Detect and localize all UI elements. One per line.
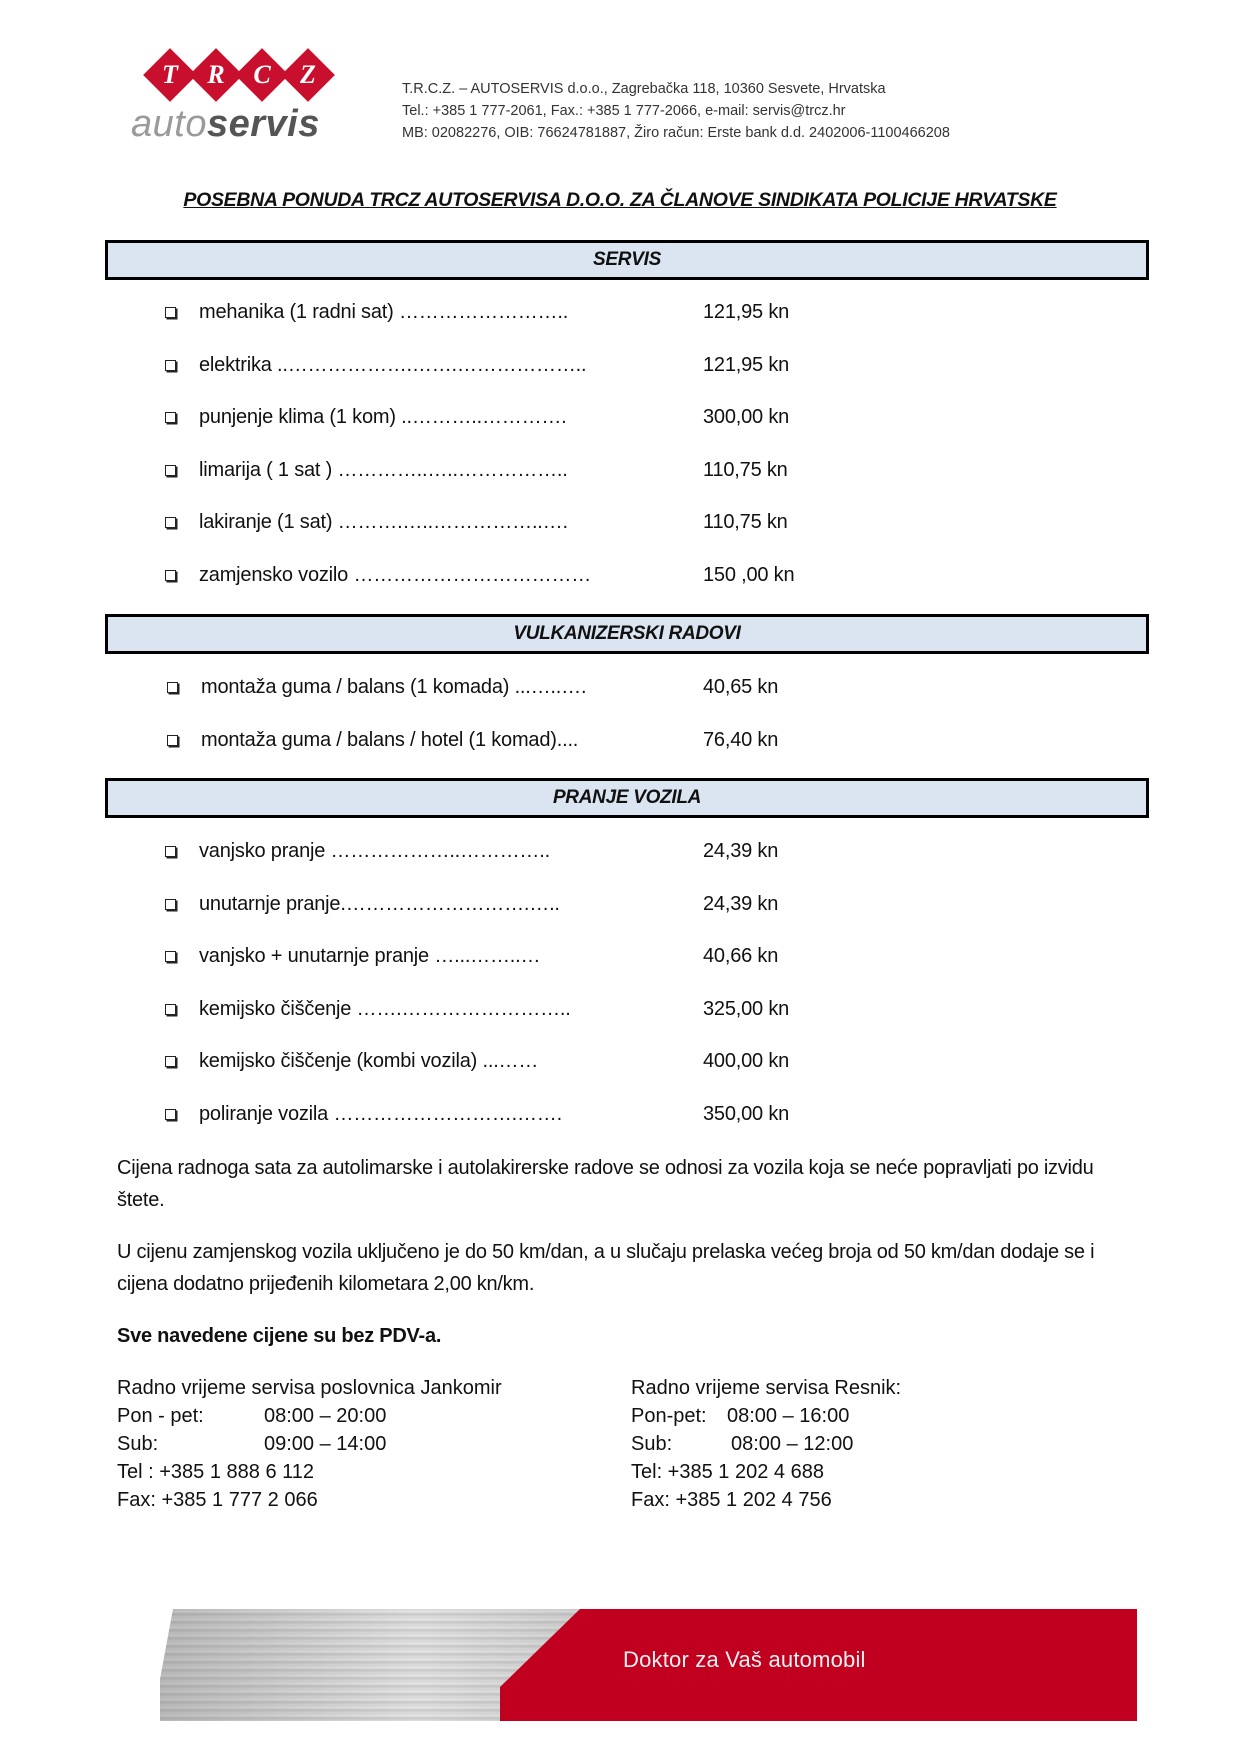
list-item (0, 1047, 1240, 1075)
logo-letter-r: R (207, 60, 225, 89)
checkbox-bullet-icon (165, 1004, 176, 1015)
list-item (0, 298, 1240, 326)
logo-letter-t: T (162, 60, 178, 89)
item-price: 24,39 kn (703, 893, 779, 915)
item-price: 150 ,00 kn (703, 564, 795, 586)
item-label: elektrika ..……………….…….……………….. (199, 354, 587, 376)
item-price: 350,00 kn (703, 1103, 790, 1125)
checkbox-bullet-icon (167, 735, 178, 746)
checkbox-bullet-icon (165, 1109, 176, 1120)
list-item (0, 508, 1240, 536)
item-label: kemijsko čiščenje …….…………………….. (199, 998, 571, 1020)
list-item (0, 837, 1240, 865)
saturday-label: Sub: (631, 1433, 673, 1455)
company-registration-line: MB: 02082276, OIB: 76624781887, Žiro račun: Erste bank d.d. 2402006-1100466208 (402, 125, 950, 141)
footer-banner (160, 1609, 1137, 1721)
checkbox-bullet-icon (165, 307, 176, 318)
company-logo (131, 50, 346, 146)
item-price: 121,95 kn (703, 301, 790, 323)
weekday-label: Pon - pet: (117, 1405, 204, 1427)
item-label: poliranje vozila ……………………….……. (199, 1103, 562, 1125)
checkbox-bullet-icon (165, 465, 176, 476)
item-price: 325,00 kn (703, 998, 790, 1020)
logo-wordmark (131, 104, 320, 144)
weekday-hours: 08:00 – 16:00 (727, 1405, 850, 1427)
list-item (0, 456, 1240, 484)
item-label: montaža guma / balans / hotel (1 komad).... (201, 729, 579, 751)
checkbox-bullet-icon (165, 846, 176, 857)
list-item (0, 403, 1240, 431)
page-title: POSEBNA PONUDA TRCZ AUTOSERVISA D.O.O. ZA ČLANOVE SINDIKATA POLICIJE HRVATSKE (183, 189, 1057, 211)
checkbox-bullet-icon (167, 682, 178, 693)
checkbox-bullet-icon (165, 1056, 176, 1067)
item-label: mehanika (1 radni sat) …………………….. (199, 301, 569, 323)
note-replacement-vehicle: U cijenu zamjenskog vozila uključeno je do 50 km/dan, a u slučaju prelaska većeg broja od 50 km/dan dodaje se i cijena dodatno prijeđenih kilometara 2,00 kn/km. (117, 1241, 1095, 1295)
hours-resnik (631, 1374, 1051, 1514)
item-label: unutarnje pranje.……………………….….. (199, 893, 560, 915)
list-item (0, 942, 1240, 970)
logo-diamonds (143, 50, 333, 102)
checkbox-bullet-icon (165, 951, 176, 962)
item-price: 40,65 kn (703, 676, 779, 698)
list-item (0, 673, 1240, 701)
banner-slogan: Doktor za Vaš automobil (623, 1647, 866, 1672)
company-address-line: T.R.C.Z. – AUTOSERVIS d.o.o., Zagrebačka 118, 10360 Sesvete, Hrvatska (402, 81, 886, 97)
wordmark-servis: servis (206, 103, 320, 145)
weekday-label: Pon-pet: (631, 1405, 707, 1427)
saturday-hours: 08:00 – 12:00 (731, 1433, 854, 1455)
item-price: 24,39 kn (703, 840, 779, 862)
checkbox-bullet-icon (165, 899, 176, 910)
item-price: 121,95 kn (703, 354, 790, 376)
item-label: montaža guma / balans (1 komada) ...…..…. (201, 676, 587, 698)
checkbox-bullet-icon (165, 570, 176, 581)
note-vat: Sve navedene cijene su bez PDV-a. (117, 1325, 442, 1347)
fax-number: Fax: +385 1 777 2 066 (117, 1489, 318, 1511)
wordmark-auto: auto (131, 103, 207, 145)
item-price: 40,66 kn (703, 945, 779, 967)
item-label: vanjsko + unutarnje pranje …...……..… (199, 945, 541, 967)
section-header-vulkanizerski-radovi: VULKANIZERSKI RADOVI (105, 614, 1149, 654)
list-item (0, 726, 1240, 754)
list-item (0, 995, 1240, 1023)
item-price: 400,00 kn (703, 1050, 790, 1072)
hours-heading: Radno vrijeme servisa poslovnica Jankomir (117, 1377, 502, 1399)
list-item (0, 890, 1240, 918)
logo-letter-c: C (253, 60, 271, 89)
item-label: zamjensko vozilo ……………………………… (199, 564, 592, 586)
company-contact-line: Tel.: +385 1 777-2061, Fax.: +385 1 777-2066, e-mail: servis@trcz.hr (402, 103, 846, 119)
logo-letter-z: Z (300, 60, 316, 89)
hours-jankomir (117, 1374, 637, 1514)
note-labor-rate: Cijena radnoga sata za autolimarske i autolakirerske radove se odnosi za vozila koja se neće popravljati po izvidu štete. (117, 1157, 1094, 1211)
checkbox-bullet-icon (165, 517, 176, 528)
item-price: 110,75 kn (703, 511, 788, 533)
weekday-hours: 08:00 – 20:00 (264, 1405, 387, 1427)
item-price: 110,75 kn (703, 459, 788, 481)
phone-number: Tel : +385 1 888 6 112 (117, 1461, 315, 1483)
item-label: punjenje klima (1 kom) ..………..…………. (199, 406, 567, 428)
saturday-label: Sub: (117, 1433, 159, 1455)
saturday-hours: 09:00 – 14:00 (264, 1433, 387, 1455)
hours-heading: Radno vrijeme servisa Resnik: (631, 1377, 902, 1399)
list-item (0, 1100, 1240, 1128)
item-label: lakiranje (1 sat) ……….…..……………..…. (199, 511, 568, 533)
checkbox-bullet-icon (165, 412, 176, 423)
fax-number: Fax: +385 1 202 4 756 (631, 1489, 832, 1511)
list-item (0, 561, 1240, 589)
checkbox-bullet-icon (165, 360, 176, 371)
item-label: kemijsko čiščenje (kombi vozila) ...…… (199, 1050, 539, 1072)
item-price: 76,40 kn (703, 729, 779, 751)
item-label: limarija ( 1 sat ) …………..…..…………….. (199, 459, 568, 481)
section-header-servis: SERVIS (105, 240, 1149, 280)
list-item (0, 351, 1240, 379)
item-label: vanjsko pranje ………………..………….. (199, 840, 550, 862)
item-price: 300,00 kn (703, 406, 790, 428)
phone-number: Tel: +385 1 202 4 688 (631, 1461, 824, 1483)
section-header-pranje-vozila: PRANJE VOZILA (105, 778, 1149, 818)
